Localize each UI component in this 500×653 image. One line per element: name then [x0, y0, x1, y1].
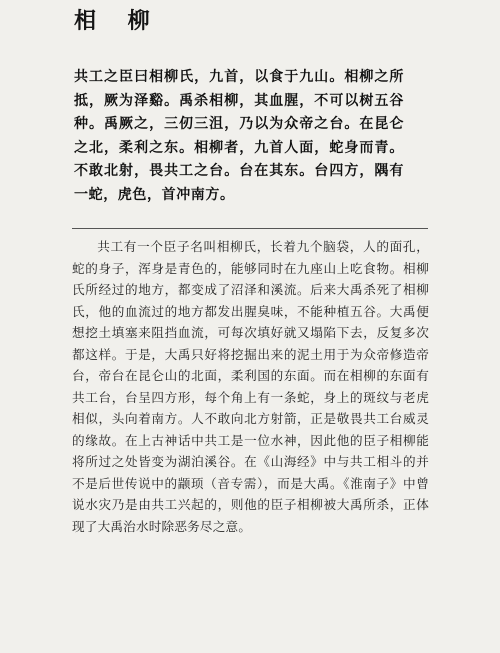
- original-paragraph: 共工之臣曰相柳氏，九首，以食于九山。相柳之所抵，厥为泽谿。禹杀相柳，其血腥，不可以树五谷种。禹厥之，三仞三沮，乃以为众帝之台。在昆仑之北，柔利之东。相柳者，九首人面，蛇身而青。不敢北射，畏共工之台。台在其东。台四方，隅有一蛇，虎色，首冲南方。: [74, 69, 404, 203]
- translation-paragraph: 共工有一个臣子名叫相柳氏，长着九个脑袋，人的面孔，蛇的身子，浑身是青色的，能够同时在九座山上吃食物。相柳氏所经过的地方，都变成了沼泽和溪流。后来大禹杀死了相柳氏，他的血流过的地方都发出腥臭味，不能种植五谷。大禹便想挖土填塞来阻挡血流，可每次填好就又塌陷下去，反复多次都这样。于是，大禹只好将挖掘出来的泥土用于为众帝修造帝台，帝台在昆仑山的北面，柔利国的东面。而在相柳的东面有共工台，台呈四方形，每个角上有一条蛇，身上的斑纹与老虎相似，头向着南方。人不敢向北方射箭，正是敬畏共工台威灵的缘故。在上古神话中共工是一位水神，因此他的臣子相柳能将所过之处皆变为湖泊溪谷。在《山海经》中与共工相斗的并不是后世传说中的颛顼（音专需），而是大禹。《淮南子》中曾说水灾乃是由共工兴起的，则他的臣子相柳被大禹所杀，正体现了大禹治水时除恶务尽之意。: [72, 239, 429, 534]
- original-text-block: [74, 66, 404, 207]
- translation-text-block: [72, 236, 429, 537]
- page-title: 相 柳: [74, 8, 162, 34]
- section-divider: [72, 228, 428, 229]
